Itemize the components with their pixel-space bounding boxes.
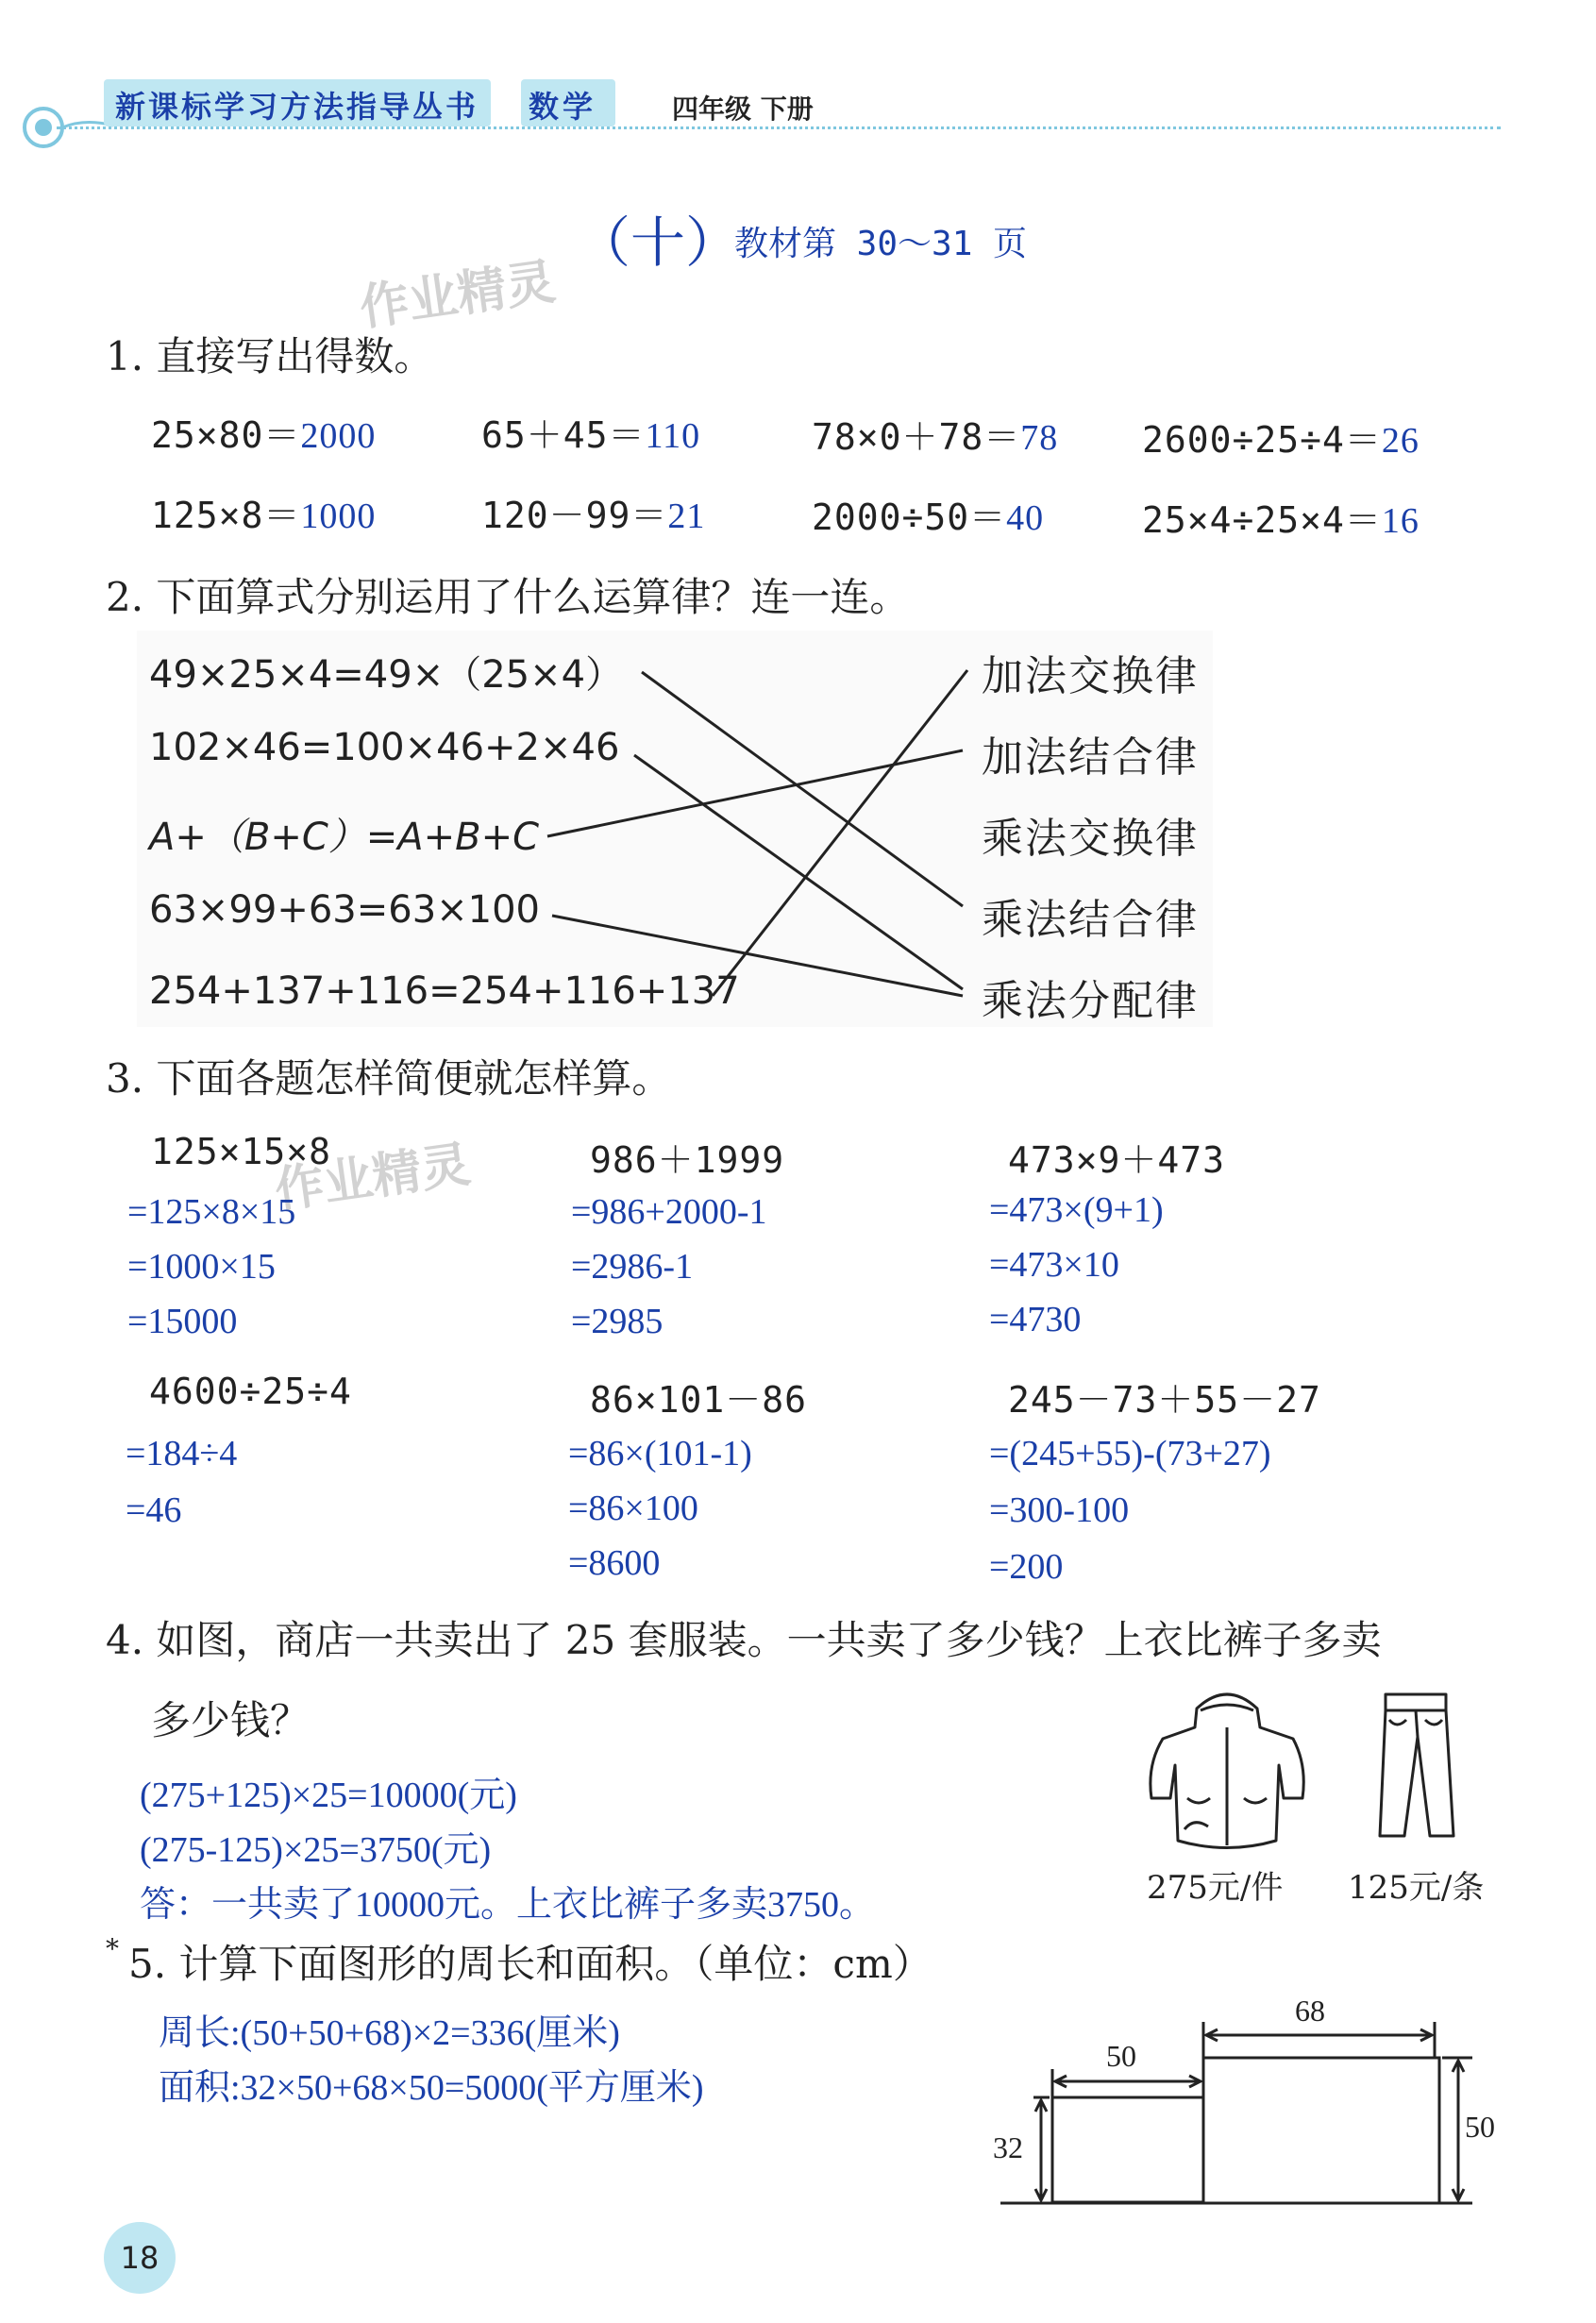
- q4-answer: (275+125)×25=10000(元): [140, 1776, 517, 1815]
- dim-label-right: 50: [1465, 2110, 1495, 2144]
- grade-label: 四年级 下册: [672, 93, 814, 125]
- q1-title: 1. 直接写出得数。: [106, 333, 434, 379]
- page-number: 18: [120, 2240, 160, 2276]
- dim-label-top-left: 50: [1106, 2039, 1136, 2073]
- q2-formula: 63×99+63=63×100: [149, 888, 541, 932]
- q3-problem: 986＋1999: [590, 1139, 785, 1181]
- q1-answer: 21: [667, 497, 706, 536]
- dim-label-left: 32: [993, 2130, 1023, 2164]
- q2-title: 2. 下面算式分别运用了什么运算律？连一连。: [106, 574, 910, 620]
- q3-step: =2985: [571, 1302, 664, 1341]
- header-divider: [57, 126, 1501, 129]
- q1-expr: 25×80＝2000: [151, 414, 377, 456]
- q1-answer: 26: [1381, 421, 1420, 461]
- q2-formula: 49×25×4=49×（25×4）: [149, 653, 624, 697]
- q3-step: =200: [989, 1547, 1064, 1587]
- q1-answer: 78: [1020, 418, 1059, 458]
- q3-problem: 473×9＋473: [1008, 1139, 1226, 1181]
- q5-title: 5. 计算下面图形的周长和面积。（单位：cm）: [128, 1941, 932, 1987]
- q1-answer: 40: [1006, 498, 1045, 538]
- section-number: （十）: [576, 210, 741, 275]
- q3-step: =4730: [989, 1300, 1082, 1339]
- q4-answer: 答：一共卖了10000元。上衣比裤子多卖3750。: [140, 1885, 876, 1925]
- page-number-badge: [104, 2222, 176, 2294]
- q2-law: 乘法分配律: [982, 977, 1199, 1025]
- q3-problem: 86×101－86: [590, 1379, 808, 1421]
- q2-law: 加法结合律: [982, 733, 1199, 782]
- q3-step: =15000: [127, 1302, 238, 1341]
- q3-step: =184÷4: [126, 1434, 238, 1473]
- q3-problem: 4600÷25÷4: [149, 1371, 352, 1412]
- q3-step: =1000×15: [127, 1247, 276, 1287]
- subject-label: 数学: [529, 89, 597, 125]
- pants-price: 125元/条: [1348, 1869, 1485, 1907]
- q1-expr: 25×4÷25×4＝16: [1142, 499, 1420, 541]
- dim-label-top-right: 68: [1295, 1994, 1325, 2028]
- q1-expr: 78×0＋78＝78: [812, 416, 1059, 458]
- q2-formula: 254+137+116=254+116+137: [149, 969, 740, 1013]
- q3-step: =86×100: [568, 1489, 698, 1528]
- q5-answer: 周长:(50+50+68)×2=336(厘米): [159, 2013, 620, 2053]
- q1-answer: 110: [645, 416, 701, 456]
- q4-answer: (275-125)×25=3750(元): [140, 1830, 492, 1870]
- jacket-price: 275元/件: [1147, 1869, 1284, 1907]
- watermark: 作业精灵: [356, 253, 559, 338]
- q1-expr: 2600÷25÷4＝26: [1142, 419, 1420, 461]
- q3-step: =473×(9+1): [989, 1190, 1164, 1230]
- q3-step: =86×(101-1): [568, 1434, 752, 1473]
- q2-law: 乘法结合律: [982, 896, 1199, 944]
- q1-answer: 1000: [300, 497, 377, 536]
- q3-title: 3. 下面各题怎样简便就怎样算。: [106, 1055, 672, 1102]
- series-title: 新课标学习方法指导丛书: [115, 89, 479, 125]
- q1-answer: 16: [1381, 501, 1420, 541]
- q5-answer: 面积:32×50+68×50=5000(平方厘米): [159, 2068, 704, 2108]
- section-reference: 教材第 30～31 页: [734, 225, 1028, 263]
- q4-title-line1: 4. 如图，商店一共卖出了 25 套服装。一共卖了多少钱？上衣比裤子多卖: [106, 1617, 1382, 1663]
- q3-step: =300-100: [989, 1490, 1130, 1530]
- q1-answer: 2000: [300, 416, 377, 456]
- q1-expr: 120－99＝21: [481, 495, 706, 536]
- q3-step: =(245+55)-(73+27): [989, 1434, 1271, 1473]
- q1-expr: 2000÷50＝40: [812, 497, 1045, 538]
- q3-step: =46: [126, 1490, 182, 1530]
- q2-law: 加法交换律: [982, 652, 1199, 700]
- q3-step: =2986-1: [571, 1247, 694, 1287]
- q2-formula: A+（B+C）=A+B+C: [149, 816, 540, 859]
- q1-expr: 65＋45＝110: [481, 414, 701, 456]
- q3-step: =125×8×15: [127, 1192, 296, 1232]
- q2-formula: 102×46=100×46+2×46: [149, 726, 620, 769]
- q3-step: =986+2000-1: [571, 1192, 767, 1232]
- optional-star: *: [106, 1933, 119, 1964]
- q1-expr: 125×8＝1000: [151, 495, 377, 536]
- watermark: 作业精灵: [271, 1136, 474, 1220]
- q2-law: 乘法交换律: [982, 815, 1199, 863]
- q3-step: =8600: [568, 1543, 661, 1583]
- q3-step: =473×10: [989, 1245, 1119, 1285]
- q3-problem: 125×15×8: [151, 1131, 332, 1172]
- q4-title-line2: 多少钱？: [151, 1697, 311, 1743]
- q3-problem: 245－73＋55－27: [1008, 1379, 1321, 1421]
